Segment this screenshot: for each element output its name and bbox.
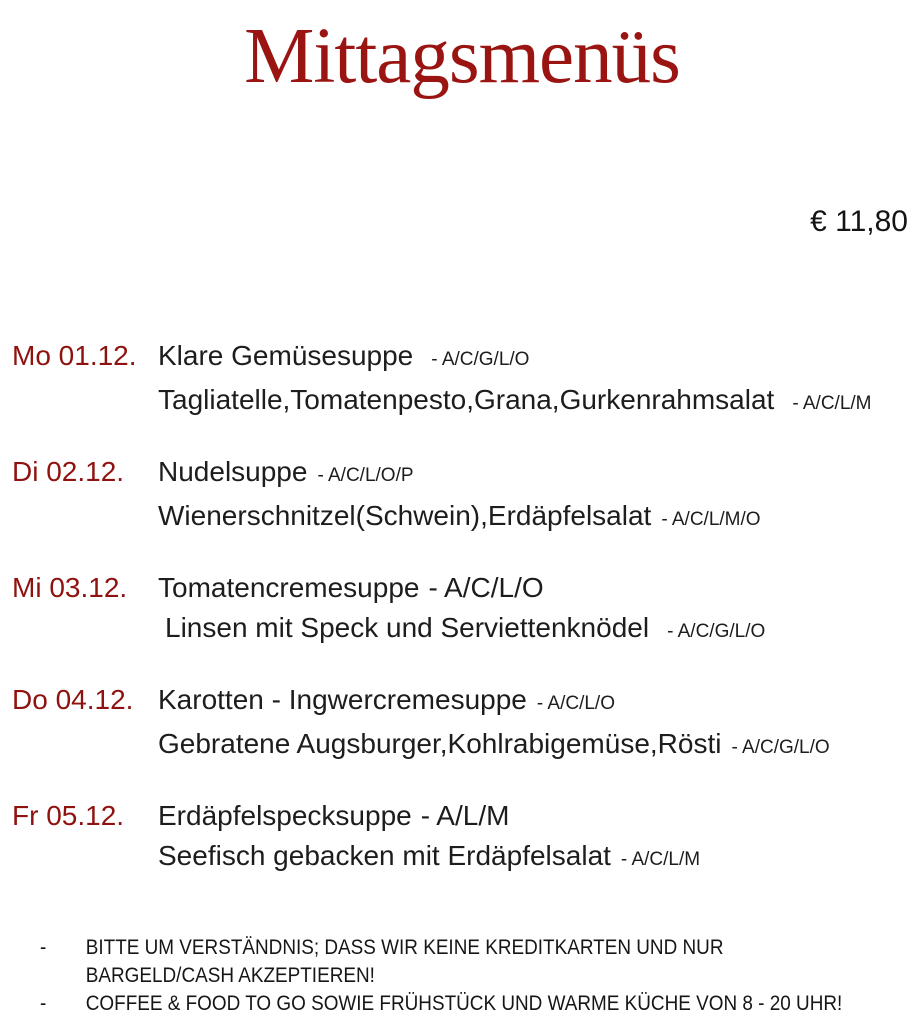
note-bullet-dash: - <box>40 935 47 959</box>
note-line: COFFEE & FOOD TO GO SOWIE FRÜHSTÜCK UND WARME KÜCHE VON 8 - 20 UHR! <box>85 991 843 1015</box>
menu-date: Do 04.12. <box>12 684 134 715</box>
allergen-codes: - A/C/G/L/O <box>731 737 830 758</box>
menu-dish-line <box>158 796 914 836</box>
dish-text: Erdäpfelspecksuppe <box>158 800 412 831</box>
allergen-codes: - A/C/G/L/O <box>431 349 530 370</box>
menu-day-row-friday <box>12 796 914 880</box>
menu-dishes <box>158 452 914 540</box>
allergen-codes: - A/L/M <box>420 800 510 831</box>
menu-dishes <box>158 568 914 652</box>
allergen-codes: - A/C/L/O <box>536 693 615 714</box>
note-item <box>40 989 924 1017</box>
allergen-codes: - A/C/L/M/O <box>661 509 761 530</box>
menu-date: Mi 03.12. <box>12 572 128 603</box>
menu-date: Mo 01.12. <box>12 340 137 371</box>
menu-date: Di 02.12. <box>12 456 125 487</box>
menu-dish-line <box>158 336 914 380</box>
menu-dish-line <box>158 680 914 724</box>
note-item <box>40 933 924 989</box>
allergen-codes: - A/C/L/M <box>620 849 701 870</box>
menu-dish-line <box>158 836 914 880</box>
menu-dish-line <box>158 380 914 424</box>
note-text <box>86 933 924 989</box>
page-title: Mittagsmenüs <box>244 13 680 100</box>
menu-dishes <box>158 336 914 424</box>
dish-text: Tagliatelle,Tomatenpesto,Grana,Gurkenrahmsalat <box>158 384 775 415</box>
menu-dish-line <box>158 568 914 608</box>
allergen-codes: - A/C/G/L/O <box>667 621 766 642</box>
note-line: BARGELD/CASH AKZEPTIEREN! <box>85 963 375 987</box>
allergen-codes: - A/C/L/O <box>428 572 544 603</box>
dish-text: Wienerschnitzel(Schwein),Erdäpfelsalat <box>158 500 652 531</box>
note-text <box>86 989 924 1017</box>
dish-text: Nudelsuppe <box>158 456 308 487</box>
allergen-codes: - A/C/L/O/P <box>317 465 414 486</box>
menu-dish-line <box>158 496 914 540</box>
menu-day-row-tuesday <box>12 452 914 540</box>
dish-text: Gebratene Augsburger,Kohlrabigemüse,Rösti <box>158 728 722 759</box>
menu-price: € 11,80 <box>810 205 908 238</box>
note-line: BITTE UM VERSTÄNDNIS; DASS WIR KEINE KREDITKARTEN UND NUR <box>85 935 724 959</box>
menu-dish-line <box>158 452 914 496</box>
menu-date: Fr 05.12. <box>12 800 125 831</box>
menu-dishes <box>158 680 914 768</box>
dish-text: Klare Gemüsesuppe <box>158 340 414 371</box>
menu-dish-line <box>158 608 914 652</box>
dish-text: Tomatencremesuppe <box>158 572 420 603</box>
menu-dishes <box>158 796 914 880</box>
menu-dish-line <box>158 724 914 768</box>
menu-list <box>12 336 914 908</box>
allergen-codes: - A/C/L/M <box>792 393 872 414</box>
note-bullet-dash: - <box>40 991 47 1015</box>
menu-day-row-thursday <box>12 680 914 768</box>
menu-day-row-wednesday <box>12 568 914 652</box>
menu-day-row-monday <box>12 336 914 424</box>
dish-text: Karotten - Ingwercremesuppe <box>158 684 527 715</box>
footer-notes <box>40 933 924 1017</box>
dish-text: Seefisch gebacken mit Erdäpfelsalat <box>158 840 611 871</box>
dish-text: Linsen mit Speck und Serviettenknödel <box>165 612 650 643</box>
